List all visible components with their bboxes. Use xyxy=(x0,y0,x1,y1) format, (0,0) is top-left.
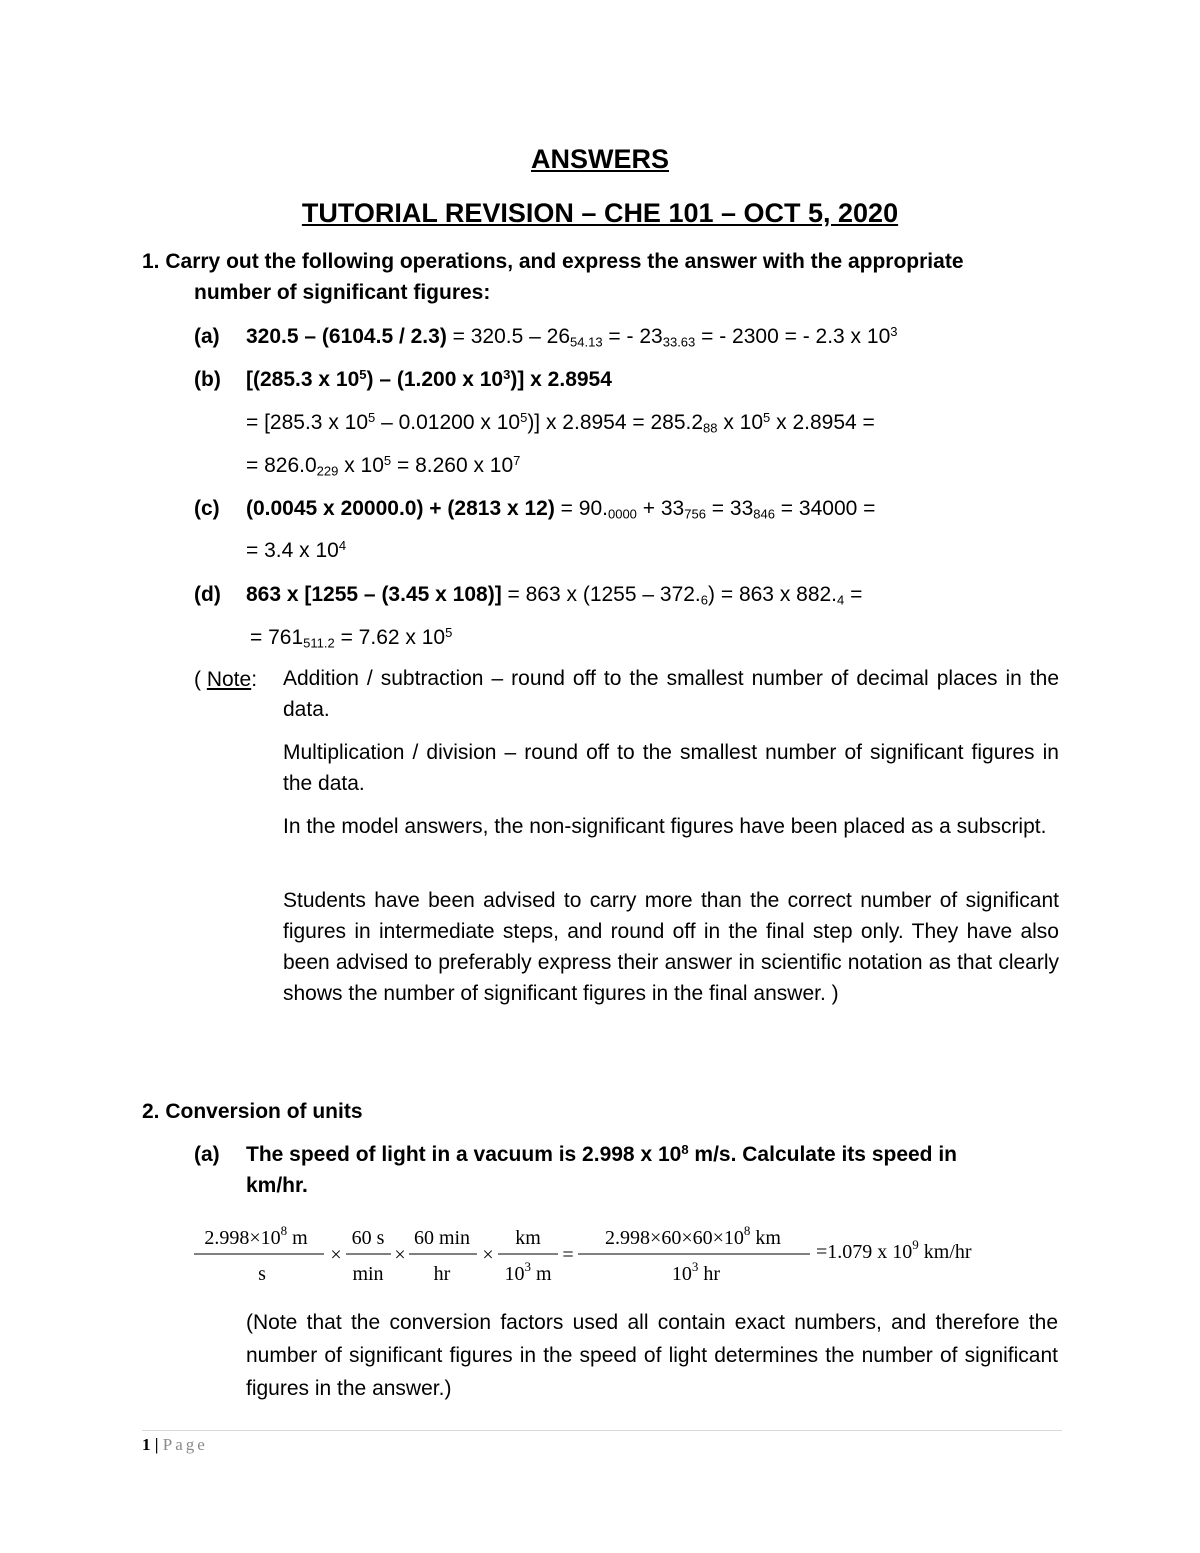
q1d-step2: = $761_{511.2} = 7.62$ x $10^5$ xyxy=(250,624,453,651)
page-subtitle: TUTORIAL REVISION – CHE 101 – OCT 5, 2020 xyxy=(301,198,899,228)
frac2-denominator: min xyxy=(352,1263,384,1285)
equals-sign: = xyxy=(562,1244,574,1266)
frac4-denominator: $10^3$ m xyxy=(504,1259,552,1285)
q1-prompt-text: Carry out the following operations, and express the answer with the appropriate xyxy=(165,250,964,273)
q1c-label: (c) xyxy=(194,497,220,520)
times-sign-3: × xyxy=(482,1244,494,1266)
note-paragraph-2: Multiplication / division – round off to the smallest number of significant figures in the data. xyxy=(283,741,1059,795)
q1d-label: (d) xyxy=(194,583,221,606)
note-label: ( Note: xyxy=(194,668,258,691)
frac1-numerator: $2.998\times 10^8$ m xyxy=(204,1223,308,1249)
page-label: Page xyxy=(162,1435,208,1454)
q2a-question-line1: The speed of light in a vacuum is 2.998 x $10^8$ m/s. Calculate its speed in xyxy=(246,1141,958,1166)
frac4-numerator: km xyxy=(515,1227,541,1249)
q1b-step1: = [285.3 x $10^5 - 0.01200$ x $10^5$)] x $2.8954 = 285.2_{88}$ x $10^5$ x 2.8954 = xyxy=(246,409,875,436)
note-paragraph-3: In the model answers, the non-significant figures have been placed as a subscript. xyxy=(283,815,1047,838)
page-title: ANSWERS xyxy=(530,144,669,174)
q1c-line: (0.0045 x 20000.0) + (2813 x $12) = 90._{0000} + 33_{756} = 33_{846} = 34000$ = xyxy=(246,497,876,522)
frac2-numerator: 60 s xyxy=(351,1227,385,1249)
q1d-line: 863 x [1255 – (3.45 x 108)] = 863 x $(1255 - 372._6) = 863$ x $882._4$ = xyxy=(246,583,863,608)
times-sign-1: × xyxy=(330,1244,342,1266)
unit-conversion-equation xyxy=(190,1218,1020,1290)
frac1-denominator: s xyxy=(258,1263,266,1285)
q1c-step2: = 3.4 x $10^4$ xyxy=(246,537,347,562)
q1b-step2: = $826.0_{229}$ x $10^5 = 8.260$ x $10^7$ xyxy=(246,452,521,479)
q2a-note: (Note that the conversion factors used all contain exact numbers, and therefore the number of significant figures in the speed of light determines the number of significant figures in the answer.) xyxy=(246,1311,1058,1400)
conversion-result: =1.079 x $10^9$ km/hr xyxy=(816,1237,972,1263)
times-sign-2: × xyxy=(394,1244,406,1266)
q1-number: 1. xyxy=(142,250,160,273)
frac3-numerator: 60 min xyxy=(413,1227,471,1249)
q1b-expression: [(285.3 x $10^5) - (1.200$ x $10^3$)] x 2.8954 xyxy=(246,366,612,391)
footer-separator: | xyxy=(150,1435,163,1454)
frac5-numerator: $2.998\times 60\times 60\times 10^8$ km xyxy=(605,1223,781,1249)
q1a-label: (a) xyxy=(194,325,220,348)
page-footer xyxy=(142,1435,208,1455)
note-paragraph-1: Addition / subtraction – round off to the smallest number of decimal places in the data. xyxy=(283,667,1059,721)
frac3-denominator: hr xyxy=(433,1263,451,1285)
page-number: 1 xyxy=(142,1435,151,1454)
q1-prompt-line1 xyxy=(142,250,964,274)
q1-prompt-line2: number of significant figures: xyxy=(194,281,491,304)
q2-heading: 2. Conversion of units xyxy=(142,1100,363,1123)
q1a-line: $320.5 - (6104.5 / 2.3) = 320.5 - 26_{54.13}$ = - $23_{33.63}$ = - 2300 = - 2.3 x $10^3$ xyxy=(246,323,898,350)
frac5-denominator: $10^3$ hr xyxy=(671,1259,721,1285)
q2a-question-line2: km/hr. xyxy=(246,1174,308,1197)
q2a-label: (a) xyxy=(194,1143,220,1166)
footer-divider xyxy=(142,1430,1062,1431)
note-paragraph-4: Students have been advised to carry more than the correct number of significant figures in intermediate steps, and round off in the final step only. They have also been advised to preferably express their answer in scientific notation as that clearly shows the number of significant figures in the final answer. ) xyxy=(283,889,1059,1005)
q1b-label: (b) xyxy=(194,368,221,391)
